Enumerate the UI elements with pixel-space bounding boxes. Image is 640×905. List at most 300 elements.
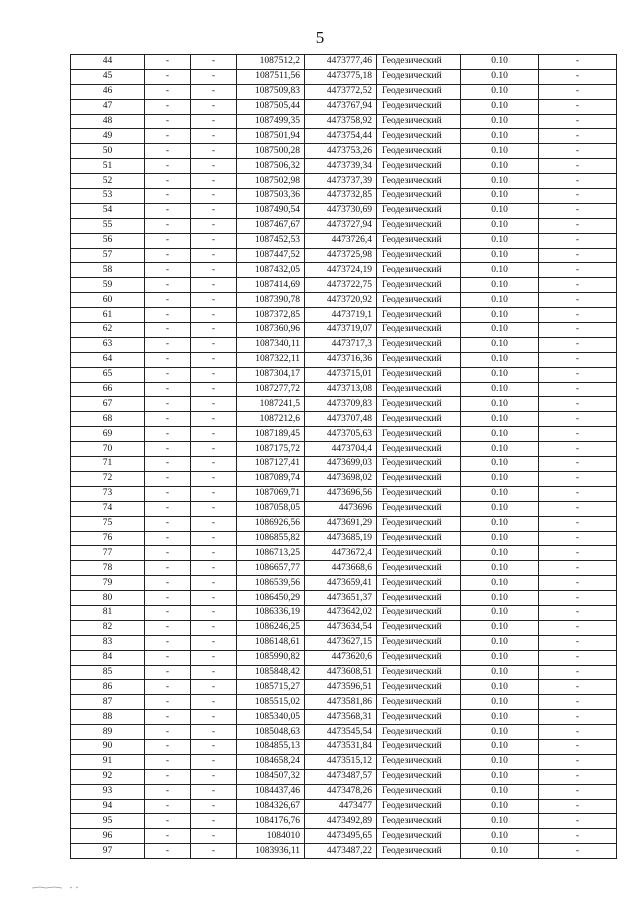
cell-point-number: 49 <box>71 129 145 144</box>
cell-coord-y: 4473732,85 <box>305 189 377 204</box>
cell-col-8: - <box>539 84 617 99</box>
cell-method: Геодезический <box>377 293 461 308</box>
cell-coord-x: 1087304,17 <box>237 367 305 382</box>
cell-col-8: - <box>539 69 617 84</box>
cell-col-2: - <box>145 739 191 754</box>
cell-coord-y: 4473696,56 <box>305 486 377 501</box>
cell-coord-y: 4473568,31 <box>305 710 377 725</box>
cell-method: Геодезический <box>377 576 461 591</box>
cell-point-number: 76 <box>71 531 145 546</box>
table-row <box>71 248 617 263</box>
cell-coord-y: 4473685,19 <box>305 531 377 546</box>
cell-coord-y: 4473581,86 <box>305 695 377 710</box>
cell-coord-x: 1086926,56 <box>237 516 305 531</box>
cell-accuracy: 0.10 <box>461 471 539 486</box>
cell-coord-y: 4473722,75 <box>305 278 377 293</box>
cell-col-8: - <box>539 471 617 486</box>
cell-coord-y: 4473777,46 <box>305 55 377 70</box>
cell-coord-x: 1086855,82 <box>237 531 305 546</box>
cell-col-3: - <box>191 769 237 784</box>
cell-method: Геодезический <box>377 635 461 650</box>
cell-col-2: - <box>145 561 191 576</box>
cell-accuracy: 0.10 <box>461 516 539 531</box>
cell-method: Геодезический <box>377 561 461 576</box>
cell-method: Геодезический <box>377 412 461 427</box>
cell-coord-y: 4473717,3 <box>305 337 377 352</box>
table-row <box>71 412 617 427</box>
cell-method: Геодезический <box>377 263 461 278</box>
cell-col-8: - <box>539 159 617 174</box>
cell-coord-y: 4473715,01 <box>305 367 377 382</box>
cell-point-number: 94 <box>71 799 145 814</box>
cell-col-8: - <box>539 278 617 293</box>
cell-col-2: - <box>145 233 191 248</box>
cell-coord-y: 4473487,22 <box>305 844 377 859</box>
cell-coord-x: 1086713,25 <box>237 546 305 561</box>
cell-point-number: 74 <box>71 501 145 516</box>
cell-coord-y: 4473696 <box>305 501 377 516</box>
cell-col-8: - <box>539 799 617 814</box>
cell-point-number: 64 <box>71 352 145 367</box>
cell-coord-x: 1087500,28 <box>237 144 305 159</box>
table-row <box>71 620 617 635</box>
cell-coord-y: 4473725,98 <box>305 248 377 263</box>
cell-accuracy: 0.10 <box>461 605 539 620</box>
cell-method: Геодезический <box>377 739 461 754</box>
cell-coord-x: 1085515,02 <box>237 695 305 710</box>
cell-col-8: - <box>539 829 617 844</box>
cell-col-2: - <box>145 367 191 382</box>
cell-accuracy: 0.10 <box>461 546 539 561</box>
cell-accuracy: 0.10 <box>461 69 539 84</box>
cell-accuracy: 0.10 <box>461 144 539 159</box>
cell-point-number: 92 <box>71 769 145 784</box>
cell-method: Геодезический <box>377 799 461 814</box>
cell-col-3: - <box>191 323 237 338</box>
cell-col-8: - <box>539 293 617 308</box>
cell-coord-x: 1087467,67 <box>237 218 305 233</box>
cell-col-8: - <box>539 233 617 248</box>
cell-coord-y: 4473698,02 <box>305 471 377 486</box>
cell-col-3: - <box>191 174 237 189</box>
cell-method: Геодезический <box>377 218 461 233</box>
table-row <box>71 799 617 814</box>
cell-col-8: - <box>539 144 617 159</box>
cell-method: Геодезический <box>377 144 461 159</box>
cell-accuracy: 0.10 <box>461 486 539 501</box>
cell-method: Геодезический <box>377 337 461 352</box>
table-row <box>71 382 617 397</box>
cell-coord-y: 4473627,15 <box>305 635 377 650</box>
cell-point-number: 45 <box>71 69 145 84</box>
cell-col-2: - <box>145 412 191 427</box>
cell-col-3: - <box>191 397 237 412</box>
cell-col-2: - <box>145 725 191 740</box>
cell-coord-x: 1085715,27 <box>237 680 305 695</box>
cell-coord-y: 4473642,02 <box>305 605 377 620</box>
table-row <box>71 99 617 114</box>
cell-col-3: - <box>191 263 237 278</box>
cell-col-8: - <box>539 337 617 352</box>
cell-coord-y: 4473720,92 <box>305 293 377 308</box>
cell-col-3: - <box>191 576 237 591</box>
cell-point-number: 68 <box>71 412 145 427</box>
cell-coord-x: 1084658,24 <box>237 754 305 769</box>
cell-col-3: - <box>191 665 237 680</box>
cell-col-8: - <box>539 814 617 829</box>
cell-coord-x: 1087340,11 <box>237 337 305 352</box>
table-row <box>71 591 617 606</box>
cell-coord-y: 4473487,57 <box>305 769 377 784</box>
cell-col-2: - <box>145 427 191 442</box>
cell-point-number: 87 <box>71 695 145 710</box>
cell-point-number: 47 <box>71 99 145 114</box>
cell-col-3: - <box>191 218 237 233</box>
cell-accuracy: 0.10 <box>461 576 539 591</box>
cell-col-2: - <box>145 337 191 352</box>
cell-coord-x: 1084507,32 <box>237 769 305 784</box>
cell-point-number: 66 <box>71 382 145 397</box>
cell-col-8: - <box>539 442 617 457</box>
cell-col-3: - <box>191 531 237 546</box>
cell-accuracy: 0.10 <box>461 561 539 576</box>
cell-col-3: - <box>191 546 237 561</box>
cell-coord-y: 4473691,29 <box>305 516 377 531</box>
cell-col-8: - <box>539 486 617 501</box>
table-row <box>71 144 617 159</box>
cell-coord-x: 1086148,61 <box>237 635 305 650</box>
table-row <box>71 218 617 233</box>
cell-coord-x: 1087512,2 <box>237 55 305 70</box>
cell-method: Геодезический <box>377 650 461 665</box>
cell-accuracy: 0.10 <box>461 382 539 397</box>
cell-accuracy: 0.10 <box>461 55 539 70</box>
cell-col-8: - <box>539 203 617 218</box>
cell-coord-y: 4473754,44 <box>305 129 377 144</box>
cell-point-number: 52 <box>71 174 145 189</box>
cell-point-number: 50 <box>71 144 145 159</box>
cell-coord-y: 4473620,6 <box>305 650 377 665</box>
table-row <box>71 278 617 293</box>
table-row <box>71 337 617 352</box>
cell-col-2: - <box>145 144 191 159</box>
cell-point-number: 67 <box>71 397 145 412</box>
cell-col-3: - <box>191 442 237 457</box>
cell-point-number: 62 <box>71 323 145 338</box>
cell-method: Геодезический <box>377 69 461 84</box>
cell-col-3: - <box>191 159 237 174</box>
coordinates-table-body <box>71 55 617 859</box>
table-row <box>71 501 617 516</box>
cell-accuracy: 0.10 <box>461 114 539 129</box>
cell-col-2: - <box>145 576 191 591</box>
cell-col-8: - <box>539 99 617 114</box>
cell-coord-x: 1086657,77 <box>237 561 305 576</box>
cell-col-3: - <box>191 203 237 218</box>
cell-point-number: 48 <box>71 114 145 129</box>
cell-col-8: - <box>539 323 617 338</box>
cell-coord-y: 4473515,12 <box>305 754 377 769</box>
cell-coord-x: 1087322,11 <box>237 352 305 367</box>
cell-col-8: - <box>539 739 617 754</box>
cell-accuracy: 0.10 <box>461 844 539 859</box>
cell-coord-x: 1087277,72 <box>237 382 305 397</box>
cell-point-number: 44 <box>71 55 145 70</box>
cell-point-number: 81 <box>71 605 145 620</box>
table-row <box>71 114 617 129</box>
cell-method: Геодезический <box>377 382 461 397</box>
cell-coord-x: 1084176,76 <box>237 814 305 829</box>
table-row <box>71 471 617 486</box>
cell-coord-x: 1086450,29 <box>237 591 305 606</box>
cell-accuracy: 0.10 <box>461 665 539 680</box>
cell-point-number: 80 <box>71 591 145 606</box>
cell-coord-x: 1087511,56 <box>237 69 305 84</box>
cell-col-2: - <box>145 695 191 710</box>
cell-point-number: 56 <box>71 233 145 248</box>
cell-col-8: - <box>539 516 617 531</box>
cell-col-2: - <box>145 84 191 99</box>
cell-point-number: 86 <box>71 680 145 695</box>
cell-col-2: - <box>145 710 191 725</box>
cell-point-number: 89 <box>71 725 145 740</box>
cell-col-2: - <box>145 69 191 84</box>
cell-col-3: - <box>191 486 237 501</box>
cell-coord-x: 1087089,74 <box>237 471 305 486</box>
table-row <box>71 203 617 218</box>
cell-method: Геодезический <box>377 501 461 516</box>
cell-col-8: - <box>539 710 617 725</box>
cell-col-3: - <box>191 635 237 650</box>
cell-point-number: 71 <box>71 457 145 472</box>
cell-point-number: 95 <box>71 814 145 829</box>
cell-col-8: - <box>539 561 617 576</box>
table-row <box>71 457 617 472</box>
table-row <box>71 442 617 457</box>
cell-coord-y: 4473767,94 <box>305 99 377 114</box>
cell-coord-y: 4473699,03 <box>305 457 377 472</box>
cell-accuracy: 0.10 <box>461 397 539 412</box>
cell-accuracy: 0.10 <box>461 739 539 754</box>
cell-col-2: - <box>145 278 191 293</box>
cell-point-number: 93 <box>71 784 145 799</box>
cell-accuracy: 0.10 <box>461 457 539 472</box>
cell-col-3: - <box>191 457 237 472</box>
cell-point-number: 82 <box>71 620 145 635</box>
table-row <box>71 635 617 650</box>
cell-col-3: - <box>191 561 237 576</box>
cell-method: Геодезический <box>377 129 461 144</box>
cell-col-2: - <box>145 99 191 114</box>
cell-accuracy: 0.10 <box>461 278 539 293</box>
cell-col-3: - <box>191 189 237 204</box>
cell-coord-x: 1087447,52 <box>237 248 305 263</box>
cell-col-3: - <box>191 680 237 695</box>
cell-accuracy: 0.10 <box>461 531 539 546</box>
cell-method: Геодезический <box>377 680 461 695</box>
cell-col-3: - <box>191 829 237 844</box>
cell-col-2: - <box>145 189 191 204</box>
cell-coord-y: 4473726,4 <box>305 233 377 248</box>
table-row <box>71 129 617 144</box>
cell-accuracy: 0.10 <box>461 218 539 233</box>
cell-col-8: - <box>539 397 617 412</box>
cell-method: Геодезический <box>377 352 461 367</box>
cell-method: Геодезический <box>377 784 461 799</box>
cell-coord-x: 1085848,42 <box>237 665 305 680</box>
cell-col-3: - <box>191 308 237 323</box>
cell-coord-y: 4473634,54 <box>305 620 377 635</box>
table-row <box>71 233 617 248</box>
table-row <box>71 293 617 308</box>
cell-method: Геодезический <box>377 427 461 442</box>
cell-method: Геодезический <box>377 189 461 204</box>
cell-accuracy: 0.10 <box>461 293 539 308</box>
cell-coord-y: 4473758,92 <box>305 114 377 129</box>
table-row <box>71 844 617 859</box>
cell-col-3: - <box>191 367 237 382</box>
cell-col-3: - <box>191 233 237 248</box>
cell-col-8: - <box>539 427 617 442</box>
cell-coord-y: 4473716,36 <box>305 352 377 367</box>
cell-accuracy: 0.10 <box>461 427 539 442</box>
cell-col-8: - <box>539 591 617 606</box>
cell-coord-y: 4473719,1 <box>305 308 377 323</box>
cell-point-number: 65 <box>71 367 145 382</box>
cell-point-number: 61 <box>71 308 145 323</box>
cell-coord-y: 4473672,4 <box>305 546 377 561</box>
cell-coord-x: 1087506,32 <box>237 159 305 174</box>
cell-accuracy: 0.10 <box>461 308 539 323</box>
cell-col-3: - <box>191 754 237 769</box>
cell-col-8: - <box>539 248 617 263</box>
table-row <box>71 352 617 367</box>
cell-col-3: - <box>191 695 237 710</box>
cell-coord-x: 1084855,13 <box>237 739 305 754</box>
cell-point-number: 78 <box>71 561 145 576</box>
cell-col-8: - <box>539 218 617 233</box>
cell-col-2: - <box>145 531 191 546</box>
cell-col-2: - <box>145 471 191 486</box>
cell-coord-x: 1086539,56 <box>237 576 305 591</box>
cell-method: Геодезический <box>377 397 461 412</box>
cell-col-2: - <box>145 605 191 620</box>
cell-coord-x: 1085990,82 <box>237 650 305 665</box>
cell-point-number: 85 <box>71 665 145 680</box>
cell-col-2: - <box>145 129 191 144</box>
cell-coord-y: 4473492,89 <box>305 814 377 829</box>
cell-col-2: - <box>145 159 191 174</box>
cell-point-number: 79 <box>71 576 145 591</box>
table-row <box>71 546 617 561</box>
table-row <box>71 84 617 99</box>
cell-method: Геодезический <box>377 278 461 293</box>
cell-coord-y: 4473772,52 <box>305 84 377 99</box>
cell-coord-x: 1083936,11 <box>237 844 305 859</box>
cell-coord-y: 4473775,18 <box>305 69 377 84</box>
cell-col-8: - <box>539 189 617 204</box>
table-row <box>71 680 617 695</box>
cell-coord-y: 4473531,84 <box>305 739 377 754</box>
cell-col-8: - <box>539 769 617 784</box>
cell-col-2: - <box>145 501 191 516</box>
table-row <box>71 695 617 710</box>
cell-accuracy: 0.10 <box>461 367 539 382</box>
cell-point-number: 96 <box>71 829 145 844</box>
cell-coord-x: 1086336,19 <box>237 605 305 620</box>
cell-point-number: 60 <box>71 293 145 308</box>
table-row <box>71 486 617 501</box>
cell-coord-x: 1087452,53 <box>237 233 305 248</box>
table-row <box>71 189 617 204</box>
cell-method: Геодезический <box>377 84 461 99</box>
cell-method: Геодезический <box>377 814 461 829</box>
cell-col-8: - <box>539 605 617 620</box>
cell-coord-y: 4473596,51 <box>305 680 377 695</box>
cell-col-2: - <box>145 829 191 844</box>
cell-col-2: - <box>145 263 191 278</box>
cell-method: Геодезический <box>377 114 461 129</box>
cell-col-8: - <box>539 576 617 591</box>
cell-coord-y: 4473478,26 <box>305 784 377 799</box>
cell-col-2: - <box>145 754 191 769</box>
cell-col-2: - <box>145 486 191 501</box>
cell-accuracy: 0.10 <box>461 323 539 338</box>
cell-accuracy: 0.10 <box>461 769 539 784</box>
cell-point-number: 63 <box>71 337 145 352</box>
cell-point-number: 59 <box>71 278 145 293</box>
cell-col-8: - <box>539 367 617 382</box>
cell-col-8: - <box>539 680 617 695</box>
cell-col-3: - <box>191 725 237 740</box>
cell-col-8: - <box>539 114 617 129</box>
cell-coord-y: 4473705,63 <box>305 427 377 442</box>
cell-col-3: - <box>191 84 237 99</box>
cell-col-3: - <box>191 605 237 620</box>
cell-method: Геодезический <box>377 531 461 546</box>
cell-accuracy: 0.10 <box>461 814 539 829</box>
cell-point-number: 97 <box>71 844 145 859</box>
table-row <box>71 576 617 591</box>
cell-method: Геодезический <box>377 233 461 248</box>
table-row <box>71 69 617 84</box>
cell-point-number: 58 <box>71 263 145 278</box>
cell-method: Геодезический <box>377 769 461 784</box>
cell-col-8: - <box>539 457 617 472</box>
cell-coord-y: 4473704,4 <box>305 442 377 457</box>
cell-coord-x: 1087360,96 <box>237 323 305 338</box>
cell-point-number: 83 <box>71 635 145 650</box>
cell-col-8: - <box>539 546 617 561</box>
cell-accuracy: 0.10 <box>461 784 539 799</box>
cell-method: Геодезический <box>377 591 461 606</box>
cell-accuracy: 0.10 <box>461 129 539 144</box>
cell-method: Геодезический <box>377 367 461 382</box>
cell-col-3: - <box>191 293 237 308</box>
cell-col-2: - <box>145 174 191 189</box>
cell-accuracy: 0.10 <box>461 650 539 665</box>
cell-method: Геодезический <box>377 442 461 457</box>
cell-col-2: - <box>145 769 191 784</box>
cell-col-8: - <box>539 174 617 189</box>
cell-coord-x: 1087241,5 <box>237 397 305 412</box>
cell-method: Геодезический <box>377 754 461 769</box>
cell-coord-x: 1087127,41 <box>237 457 305 472</box>
table-row <box>71 308 617 323</box>
cell-col-8: - <box>539 501 617 516</box>
cell-accuracy: 0.10 <box>461 99 539 114</box>
table-row <box>71 814 617 829</box>
